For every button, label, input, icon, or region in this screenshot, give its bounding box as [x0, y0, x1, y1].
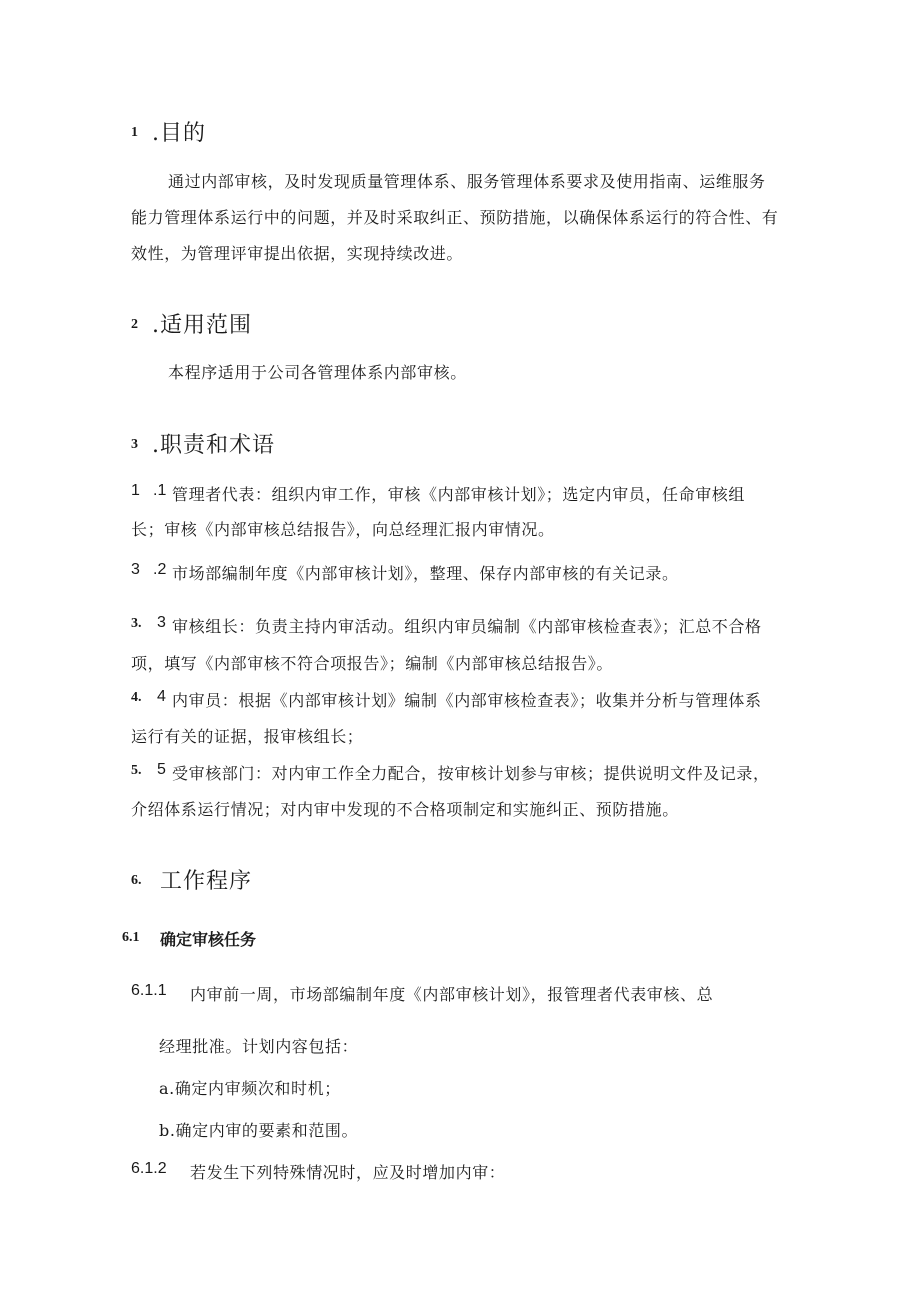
item-3-4-number: 4.: [131, 690, 142, 705]
section-1-paragraph-line-2: 能力管理体系运行中的问题，并及时采取纠正、预防措施，以确保体系运行的符合性、有: [131, 208, 779, 227]
item-3-1-sub: .1: [153, 482, 167, 499]
item-3-3-sub: 3: [157, 614, 166, 631]
section-3-title: .职责和术语: [152, 433, 275, 458]
clause-6-1-1-item-a: a.确定内审频次和时机；: [159, 1079, 341, 1098]
section-1-paragraph-line-3: 效性，为管理评审提出依据，实现持续改进。: [131, 244, 464, 263]
clause-6-1-1-line-2: 经理批准。计划内容包括：: [159, 1037, 359, 1056]
item-3-2-line-1: 市场部编制年度《内部审核计划》，整理、保存内部审核的有关记录。: [172, 564, 679, 583]
section-6-title: 工作程序: [160, 869, 253, 894]
item-3-5-number: 5.: [131, 763, 142, 778]
clause-6-1-1-number: 6.1.1: [131, 982, 167, 999]
section-2-title: .适用范围: [152, 313, 252, 338]
section-1-paragraph-line-1: 通过内部审核，及时发现质量管理体系、服务管理体系要求及使用指南、运维服务: [168, 172, 766, 191]
item-3-3-line-2: 项，填写《内部审核不符合项报告》；编制《内部审核总结报告》。: [131, 654, 614, 673]
section-2-paragraph: 本程序适用于公司各管理体系内部审核。: [168, 363, 467, 382]
section-1-number: 1: [131, 125, 138, 140]
item-3-2-number: 3: [131, 561, 140, 578]
item-3-5-line-1: 受审核部门：对内审工作全力配合，按审核计划参与审核；提供说明文件及记录，: [172, 764, 770, 783]
item-3-5-sub: 5: [157, 761, 166, 778]
item-3-1-number: 1: [131, 482, 140, 499]
item-3-4-sub: 4: [157, 688, 166, 705]
clause-6-1-2-line-1: 若发生下列特殊情况时，应及时增加内审：: [190, 1163, 506, 1182]
item-3-4-line-1: 内审员：根据《内部审核计划》编制《内部审核检查表》；收集并分析与管理体系: [172, 691, 762, 710]
section-1-title: .目的: [152, 121, 206, 146]
item-3-3-number: 3.: [131, 616, 142, 631]
clause-6-1-1-line-1: 内审前一周，市场部编制年度《内部审核计划》，报管理者代表审核、总: [190, 985, 714, 1004]
item-3-5-line-2: 介绍体系运行情况；对内审中发现的不合格项制定和实施纠正、预防措施。: [131, 800, 679, 819]
item-3-1-line-2: 长；审核《内部审核总结报告》，向总经理汇报内审情况。: [131, 520, 555, 539]
item-3-1-line-1: 管理者代表：组织内审工作，审核《内部审核计划》；选定内审员，任命审核组: [172, 485, 746, 504]
subsection-6-1-title: 确定审核任务: [160, 930, 257, 949]
item-3-2-sub: .2: [153, 561, 167, 578]
section-6-number: 6.: [131, 873, 142, 888]
subsection-6-1-number: 6.1: [122, 930, 140, 945]
item-3-4-line-2: 运行有关的证据，报审核组长；: [131, 727, 364, 746]
section-2-number: 2: [131, 317, 138, 332]
clause-6-1-1-item-b: b.确定内审的要素和范围。: [159, 1121, 359, 1140]
section-3-number: 3: [131, 437, 138, 452]
item-3-3-line-1: 审核组长：负责主持内审活动。组织内审员编制《内部审核检查表》；汇总不合格: [172, 617, 762, 636]
clause-6-1-2-number: 6.1.2: [131, 1160, 167, 1177]
